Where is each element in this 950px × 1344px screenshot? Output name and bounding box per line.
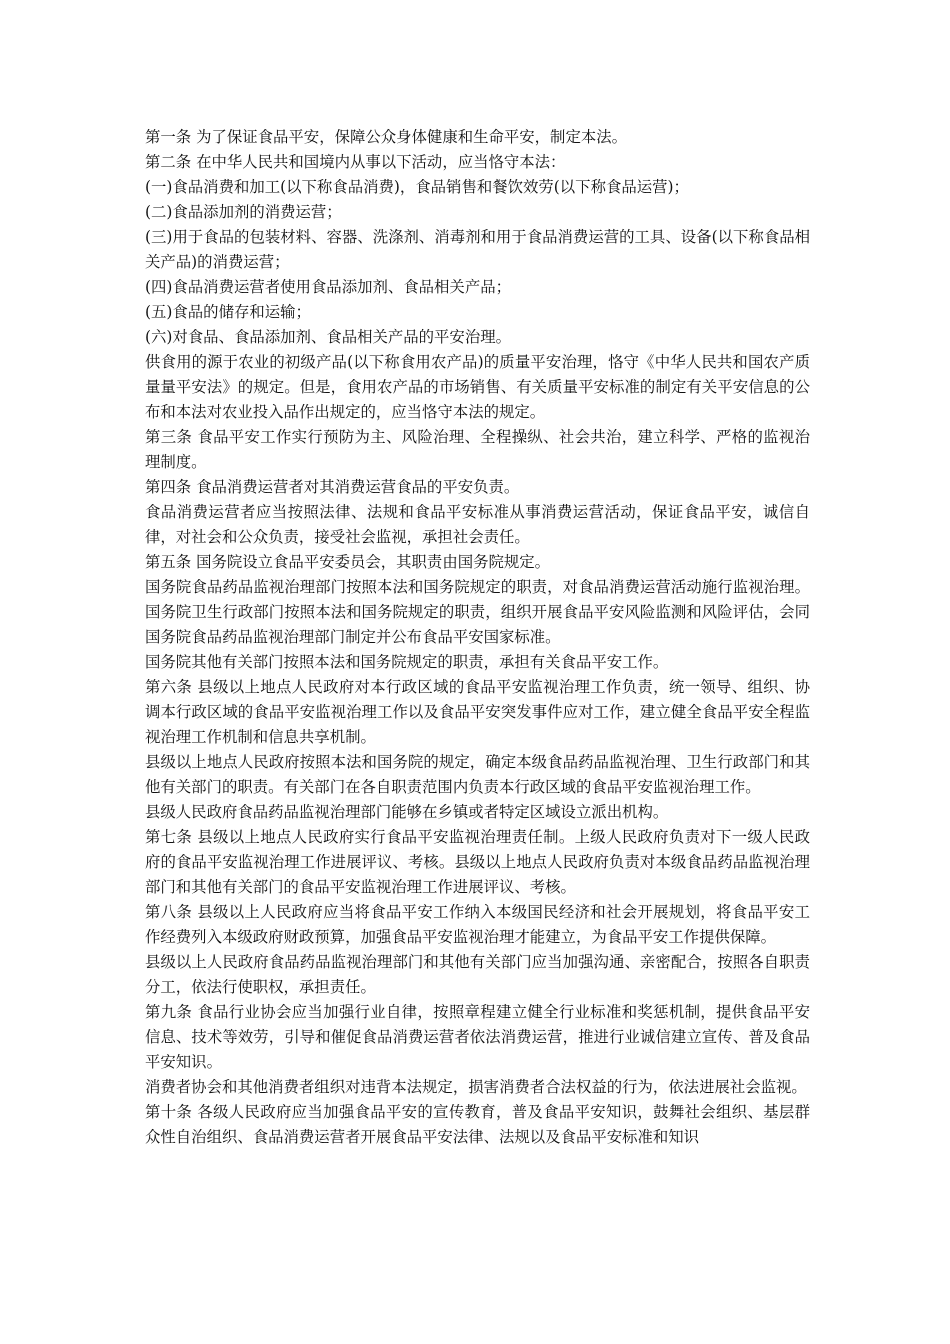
- paragraph: (三)用于食品的包装材料、容器、洗涤剂、消毒剂和用于食品消费运营的工具、设备(以下称食品相关产品)的消费运营；: [145, 228, 810, 271]
- paragraph: 第七条 县级以上地点人民政府实行食品平安监视治理责任制。上级人民政府负责对下一级人民政府的食品平安监视治理工作进展评议、考核。县级以上地点人民政府负责对本级食品药品监视治理部门和其他有关部门的食品平安监视治理工作进展评议、考核。: [145, 828, 810, 896]
- paragraph: 县级以上人民政府食品药品监视治理部门和其他有关部门应当加强沟通、亲密配合，按照各自职责分工，依法行使职权，承担责任。: [145, 953, 810, 996]
- paragraph: (四)食品消费运营者使用食品添加剂、食品相关产品；: [145, 278, 511, 296]
- paragraph: (二)食品添加剂的消费运营；: [145, 203, 342, 221]
- paragraph: 县级以上地点人民政府按照本法和国务院的规定，确定本级食品药品监视治理、卫生行政部门和其他有关部门的职责。有关部门在各自职责范围内负责本行政区域的食品平安监视治理工作。: [145, 753, 810, 796]
- paragraph: 第八条 县级以上人民政府应当将食品平安工作纳入本级国民经济和社会开展规划，将食品平安工作经费列入本级政府财政预算，加强食品平安监视治理才能建立，为食品平安工作提供保障。: [145, 903, 810, 946]
- paragraph: 第十条 各级人民政府应当加强食品平安的宣传教育，普及食品平安知识，鼓舞社会组织、基层群众性自治组织、食品消费运营者开展食品平安法律、法规以及食品平安标准和知识: [145, 1103, 810, 1146]
- paragraph: 国务院食品药品监视治理部门按照本法和国务院规定的职责，对食品消费运营活动施行监视治理。 国务院卫生行政部门按照本法和国务院规定的职责，组织开展食品平安风险监测和风险评估，会同国务院食品药品监视治理部门制定并公布食品平安国家标准。: [145, 578, 810, 646]
- paragraph: (五)食品的储存和运输；: [145, 303, 311, 321]
- document-body: [145, 125, 810, 1150]
- paragraph: 第三条 食品平安工作实行预防为主、风险治理、全程操纵、社会共治，建立科学、严格的监视治理制度。: [145, 428, 810, 471]
- paragraph: 第五条 国务院设立食品平安委员会，其职责由国务院规定。: [145, 553, 551, 571]
- paragraph: 食品消费运营者应当按照法律、法规和食品平安标准从事消费运营活动，保证食品平安，诚信自律，对社会和公众负责，接受社会监视，承担社会责任。: [145, 503, 810, 546]
- paragraph: 第九条 食品行业协会应当加强行业自律，按照章程建立健全行业标准和奖惩机制，提供食品平安信息、技术等效劳，引导和催促食品消费运营者依法消费运营，推进行业诚信建立宣传、普及食品平安知识。: [145, 1003, 810, 1071]
- paragraph: 第四条 食品消费运营者对其消费运营食品的平安负责。: [145, 478, 520, 496]
- paragraph: 第二条 在中华人民共和国境内从事以下活动，应当恪守本法：: [145, 153, 566, 171]
- paragraph: 国务院其他有关部门按照本法和国务院规定的职责，承担有关食品平安工作。: [145, 653, 669, 671]
- paragraph: 县级人民政府食品药品监视治理部门能够在乡镇或者特定区域设立派出机构。: [145, 803, 669, 821]
- paragraph: 消费者协会和其他消费者组织对违背本法规定，损害消费者合法权益的行为，依法进展社会监视。: [145, 1078, 807, 1096]
- paragraph: 第六条 县级以上地点人民政府对本行政区域的食品平安监视治理工作负责，统一领导、组织、协调本行政区域的食品平安监视治理工作以及食品平安突发事件应对工作，建立健全食品平安全程监视治理工作机制和信息共享机制。: [145, 678, 810, 746]
- paragraph: 供食用的源于农业的初级产品(以下称食用农产品)的质量平安治理，恪守《中华人民共和国农产质量量平安法》的规定。但是，食用农产品的市场销售、有关质量平安标准的制定有关平安信息的公布和本法对农业投入品作出规定的，应当恪守本法的规定。: [145, 353, 810, 421]
- paragraph: 第一条 为了保证食品平安，保障公众身体健康和生命平安，制定本法。: [145, 128, 628, 146]
- paragraph: (六)对食品、食品添加剂、食品相关产品的平安治理。: [145, 328, 511, 346]
- paragraph: (一)食品消费和加工(以下称食品消费)，食品销售和餐饮效劳(以下称食品运营)；: [145, 178, 689, 196]
